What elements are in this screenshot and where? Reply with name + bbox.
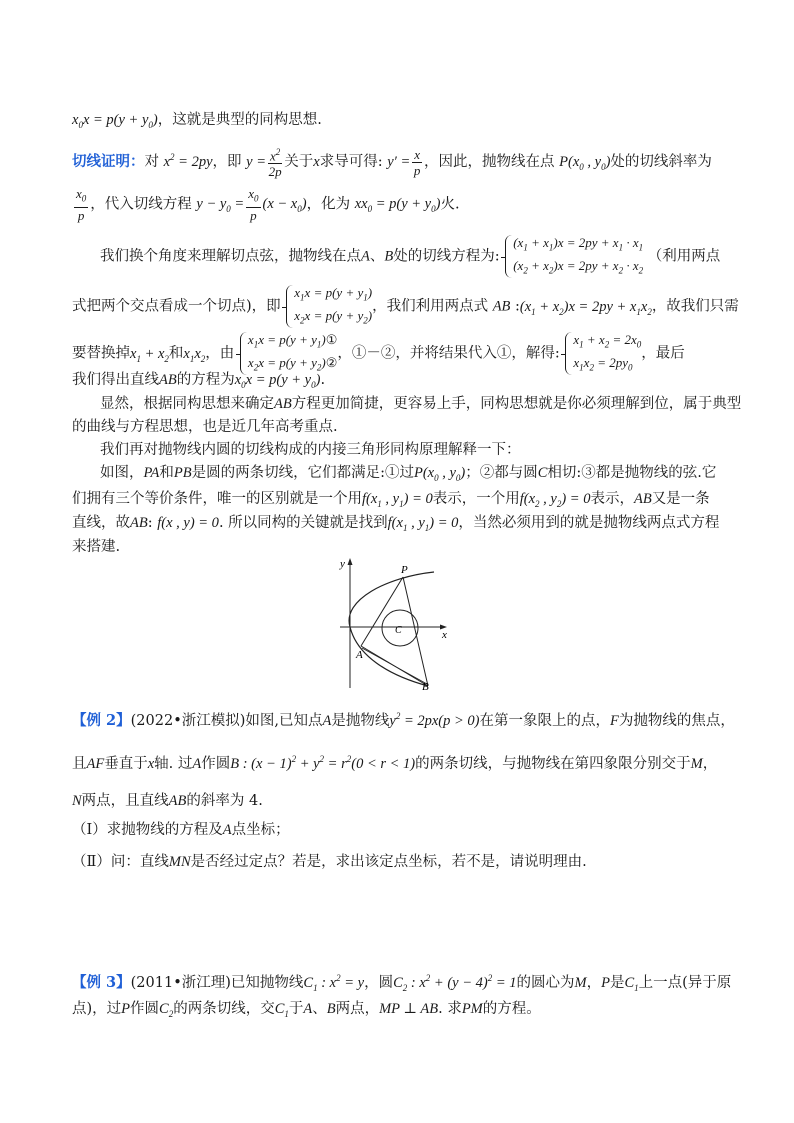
text-span: 和 [159,465,174,481]
tangent-PB [403,577,428,686]
text-span: 的斜率为 4. [186,793,263,809]
text-span: 两点， [335,1001,380,1017]
label-P: P [401,564,408,576]
text-span: 是抛物线 [331,713,390,729]
parabola-circle-figure [332,555,462,695]
para5-line-4 [72,535,120,556]
text-span: 的方程为 [176,372,235,388]
text-span: ，我们利用两点式 [372,298,489,315]
text-span: 于 [288,1001,304,1017]
para5-line-3: 直线，故AB: f(x , y) = 0. 所以同构的关键就是找到$f(x_1$ , $y_1) = 0$，当然必须用到的就是抛物线两点式方程 [72,515,720,533]
para2-line-1: 我们换个角度来理解切点弦，抛物线在点A、B处的切线方程为: $(x_1 + x_1)x = 2py + x_1 \cdot x_1$ $(x_2 + x_2)x = 2py + x_2 \cdot x_2$ （利用两点 [100,234,720,279]
example-tag: 【例 2】 [72,712,131,729]
text-span: ，最后 [641,345,685,362]
text-span: ，故我们只需 [651,298,739,315]
text-span: 我们得出直线 [72,372,159,388]
text-span: 处的切线斜率为 [610,154,712,171]
text-span: 上一点(异于原 [638,975,732,991]
para3-line-1: 显然，根据同构思想来确定AB方程更加简捷，更容易上手，同构思想就是你必须理解到位，属于典型 [100,396,742,412]
text-span: （利用两点 [647,248,721,265]
text-span: 关于 [284,154,314,171]
text-span: 直线，故 [72,515,130,531]
text-span: 相切:③都是抛物线的弦.它 [547,465,717,481]
text-span: 的方程。 [482,1001,541,1017]
text-span: 式把两个交点看成一个切点)，即 [72,298,281,315]
text-line-1 [72,108,322,130]
text-span: 要替换掉 [72,345,130,362]
label-A: A [356,649,363,661]
para5-line-1: 如图，PA和PB是圆的两条切线，它们都满足:①过$P(x_0$ , $y_0$)；②都与圆C相切:③都是抛物线的弦.它 [100,465,717,483]
text-span: ，代入切线方程 [90,196,192,213]
ex2-question-1: （Ⅰ）求抛物线的方程及A点坐标； [72,822,290,838]
text-span: ；②都与圆 [465,465,538,481]
text-span: . 所以同构的关键就是找到 [218,515,388,531]
label-C: C [395,625,402,636]
text-span: 的两条切线，与抛物线在第四象限分别交于 [415,756,691,772]
para2-line-4: 我们得出直线AB的方程为$x_0x = p(y + y_0)$. [72,372,326,390]
text-span: ，由 [205,345,235,362]
text-span: 作圆 [130,1001,160,1017]
text-span: 点坐标； [231,822,290,838]
proof-line-2: $\frac{x_0}{p}$ ，代入切线方程 $y - y_0$ = $\frac{x_0}{p}$ $(x - x_0)$，化为 $xx_0 = p(y + y_0)$火. [76,186,460,223]
text-span: (2011•浙江理)已知抛物线 [130,975,304,991]
label-y: y [340,558,345,570]
text-span: (2022•浙江模拟)如图,已知点 [130,713,323,729]
text-span: 表示， [590,491,634,507]
text-span: 来搭建. [72,539,121,555]
math-system: $x_1x = p(y + y_1)$ $x_2x = p(y + y_2)$ [285,284,372,329]
math-system: $(x_1 + x_1)x = 2py + x_1 \cdot x_1$ $(x_2 + x_2)x = 2py + x_2 \cdot x_2$ [504,234,643,279]
math-fraction: $\frac{x}{p}$ [413,146,421,178]
text-span: 又是一条 [651,491,710,507]
text-span: 的圆心为 [516,975,575,991]
text-span: 、 [312,1001,327,1017]
text-span: 如图， [100,465,144,481]
text-span: 点)，过 [72,1001,122,1017]
text-span: 和 [168,345,184,362]
text-span: 我们再对抛物线内圆的切线构成的内接三角形同构原理解释一下： [100,442,521,458]
text-span: 们拥有三个等价条件，唯一的区别就是一个用 [72,491,362,507]
text-span: 且 [72,756,87,772]
text-span: ，化为 [306,196,351,213]
text-span: 的曲线与方程思想，也是近几年高考重点. [72,419,338,435]
text-span: 表示，一个用 [432,491,520,507]
ex2-line-1: 【例 2】(2022•浙江模拟)如图,已知点A是抛物线$y^2 = 2px(p > 0)$在第一象限上的点，F为抛物线的焦点， [72,711,735,729]
text-span: ，即 [212,154,242,171]
para3-line-2 [72,415,338,436]
para2-line-2: 式把两个交点看成一个切点)，即 $x_1x = p(y + y_1)$ $x_2x = p(y + y_2)$，我们利用两点式 AB $:(x_1 + x_2)x = 2py + x_1x_2$，故我们只需 [72,284,739,329]
example-tag: 【例 3】 [72,974,131,991]
text-span: 处的切线方程为: [393,248,500,265]
math-fraction: $\frac{x_0}{p}$ [248,186,259,223]
text-span: 为抛物线的焦点， [618,713,735,729]
text-span: 火. [440,196,460,213]
text-span: （Ⅰ）求抛物线的方程及 [72,822,223,838]
text-span: （Ⅱ）问：直线 [72,854,169,870]
math-chord-equation: $x_0x = p(y + y_0)$ [72,112,158,130]
text-span: 轴. 过 [154,756,193,772]
text-span: ， [586,975,602,991]
text-span: ，①－②，并将结果代入①，解得: [337,345,560,362]
math-system: $x_1x = p(y$ + $y_1)①$ $x_2x = p(y$ + $y_2)②$ [239,331,337,376]
text-span: 作圆 [201,756,231,772]
text-span: 垂直于 [104,756,148,772]
ex2-line-3: N两点，且直线AB的斜率为 4. [72,793,263,809]
text-span: . 求 [438,1001,462,1017]
parabola-curve [349,572,434,686]
text-span: ， [702,756,718,772]
text-span: ，这就是典型的同构思想. [157,112,322,128]
chord-AB-shadow [362,648,427,684]
label-B: B [422,681,429,693]
text-span: 对 [144,154,159,171]
math-fraction: $\frac{x_0}{p}$ [76,186,87,223]
text-span: ，圆 [364,975,394,991]
text-span: 显然，根据同构思想来确定 [100,396,274,412]
text-span: 是圆的两条切线，它们都满足:①过 [191,465,414,481]
text-span: 我们换个角度来理解切点弦，抛物线在点 [100,248,361,265]
math-system: $x_1 + x_2 = 2x_0$ $x_1x_2 = 2py_0$ [564,331,641,376]
text-span: 是 [609,975,625,991]
ex3-line-1: 【例 3】(2011•浙江理)已知抛物线$C_1$ : $x^2 = y$，圆$C_2$ : $x^2 + (y - 4)^2 = 1$的圆心为M，P是$C_1$上一点(异于原 [72,973,732,993]
text-span: 求导可得: [319,154,383,171]
text-span: 是否经过定点？若是，求出该定点坐标，若不是，请说明理由. [190,854,587,870]
text-span: 的两条切线，交 [173,1001,275,1017]
text-span: ，因此，抛物线在点 [424,154,555,171]
math-fraction: $\frac{x^2}{2p}$ [268,147,282,180]
y-axis-arrow [348,558,353,565]
ex2-line-2: 且AF垂直于x轴. 过A作圆B : $(x - 1)^2 + y^2 = r^2(0 < r < 1)$的两条切线，与抛物线在第四象限分别交于M， [72,754,718,772]
para2-line-3: 要替换掉$x_1 + x_2$和$x_1x_2$，由 $x_1x = p(y$ + $y_1)①$ $x_2x = p(y$ + $y_2)②$，①－②，并将结果代入①，解得: $x_1 + x_2 = 2x_0$ $x_1x_2 = 2py_0$，最后 [72,331,685,376]
proof-line-1: 切线证明：对 $x^2 = 2py$，即 y = $\frac{x^2}{2p}$ 关于x求导可得: y′ = $\frac{x}{p}$ ，因此，抛物线在点 $P(x_0$ , $y_0$)处的切线斜率为 [72,146,712,180]
ex2-question-2: （Ⅱ）问：直线MN是否经过定点？若是，求出该定点坐标，若不是，请说明理由. [72,854,587,870]
text-span: ，当然必须用到的就是抛物线两点式方程 [458,515,720,531]
ex3-line-2: 点)，过P作圆$C_2$的两条切线，交$C_1$于A、B两点，MP ⊥ AB. 求PM的方程。 [72,1001,541,1019]
para5-line-2: 们拥有三个等价条件，唯一的区别就是一个用$f(x_1$ , $y_1) = 0$表示，一个用$f(x_2$ , $y_2) = 0$表示，AB又是一条 [72,491,710,509]
proof-label: 切线证明： [72,153,145,171]
text-span: 两点，且直线 [81,793,169,809]
text-span: 在第一象限上的点， [479,713,610,729]
text-span: 方程更加简捷，更容易上手，同构思想就是你必须理解到位，属于典型 [291,396,742,412]
label-x: x [442,629,447,641]
para4 [100,438,521,459]
